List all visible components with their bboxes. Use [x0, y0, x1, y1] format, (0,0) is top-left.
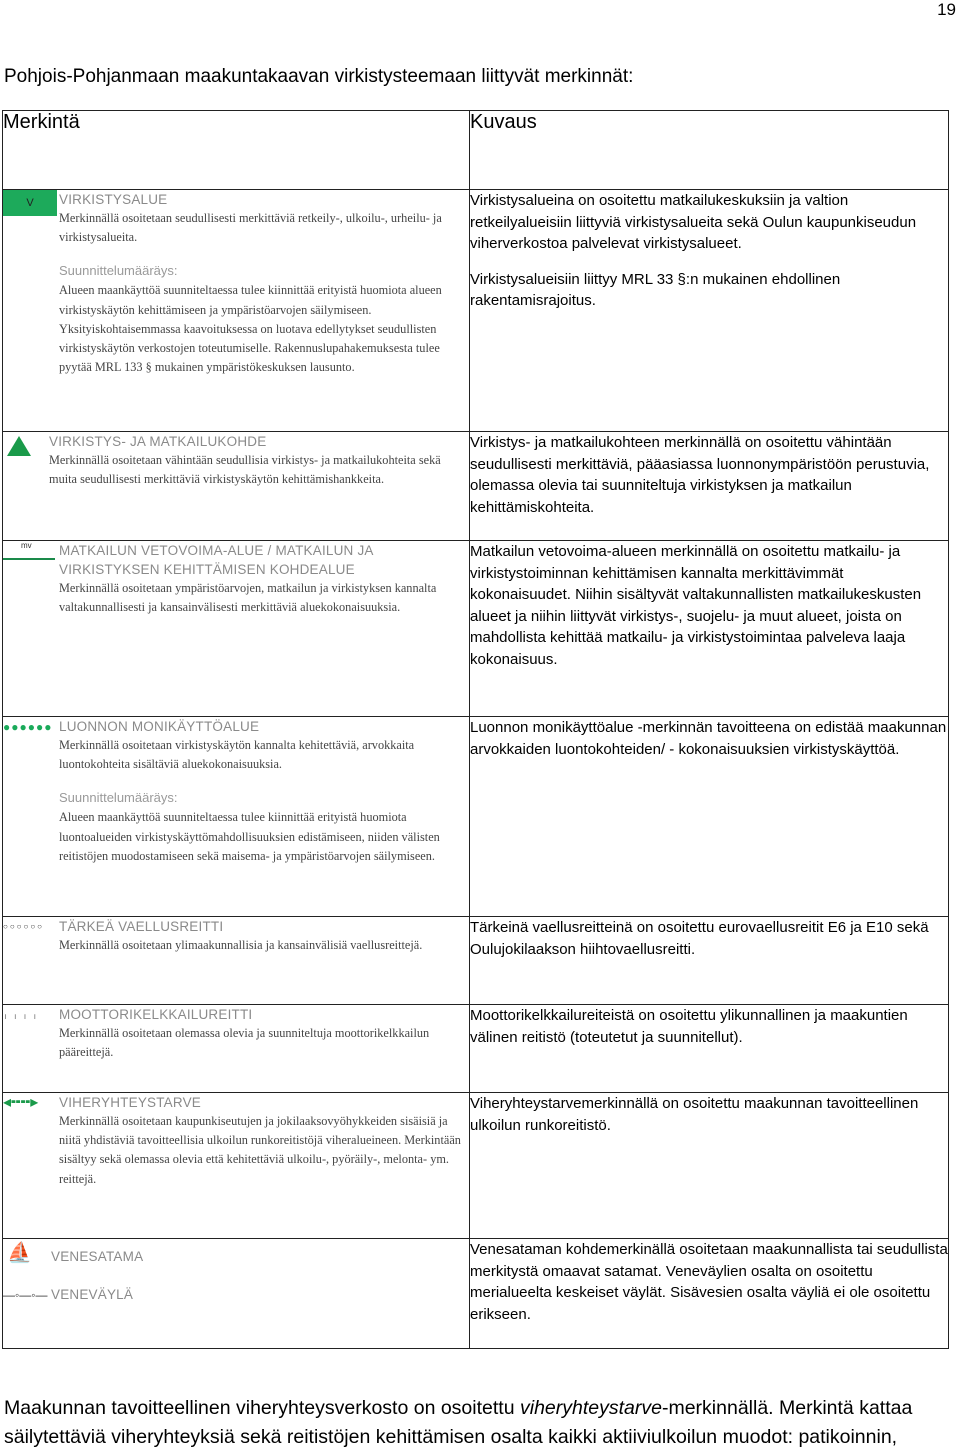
legend-title: LUONNON MONIKÄYTTÖALUE	[59, 719, 260, 734]
description-paragraph: Venesataman kohdemerkinällä osoitetaan maakunnallista tai seudullista merkitystä omaavat satamat. Veneväylien osalta on osoitettu merialueelta keskeiset väylät. Sisävesien osalta väyliä ei ole osoitettu erikseen.	[470, 1241, 948, 1323]
legend-mark-cell	[3, 1093, 470, 1239]
legend-subtext: Alueen maankäyttöä suunniteltaessa tulee kiinnittää erityistä huomiota luontoalueiden virkistyskäyttömahdollisuuksien edistämiseen, niiden välisten reitistöjen muodostamiseen sekä maisema- ja ympäristöarvojen säilymiseen.	[59, 810, 440, 863]
description-cell	[470, 1093, 949, 1239]
legend-title: VIRKISTYSALUE	[59, 192, 168, 207]
legend-title: MOOTTORIKELKKAILUREITTI	[59, 1007, 253, 1022]
table-header-row	[3, 111, 949, 190]
legend-text: Merkinnällä osoitetaan seudullisesti merkittäviä retkeily-, ulkoilu-, urheilu- ja virkistysalueita.	[59, 211, 442, 245]
legend-mark-cell	[3, 717, 470, 917]
legend-title: MATKAILUN VETOVOIMA-ALUE / MATKAILUN JA VIRKISTYKSEN KEHITTÄMISEN KOHDEALUE	[59, 543, 373, 577]
legend-mark-cell	[3, 432, 470, 541]
body-text: -merkinnällä. Merkintä kattaa säilytettäviä viheryhteyksiä sekä reitistöjen kehittämisen osalta kaikki aktiiviulkoilun muodot: patikoinnin,	[4, 1397, 913, 1448]
sailboat-icon: ⛵	[7, 1242, 32, 1264]
table-row	[3, 432, 949, 541]
description-paragraph: Tärkeinä vaellusreitteinä on osoitettu eurovaellusreitit E6 ja E10 sekä Oulujokilaakson hiihtovaellusreitti.	[470, 919, 929, 958]
line-symbol-label: mv	[21, 541, 32, 550]
body-text-italic: viheryhteystarve	[519, 1397, 662, 1419]
description-paragraph: Virkistysalueisiin liittyy MRL 33 §:n mukainen ehdollinen rakentamisrajoitus.	[470, 270, 841, 310]
double-arrow-icon: ◂╍╍▸	[3, 1094, 39, 1111]
legend-mark-cell	[3, 1239, 470, 1349]
description-paragraph: Moottorikelkkailureiteistä on osoitettu ylikunnallinen ja maakuntien välinen reitistö (toteutetut ja suunnitellut).	[470, 1007, 908, 1046]
dotted-line-icon: ●●●●●●	[3, 720, 53, 734]
description-paragraph: Luonnon monikäyttöalue -merkinnän tavoitteena on edistää maakunnan arvokkaiden luontokohteiden/ - kokonaisuuksien virkistyskäyttöä.	[470, 719, 947, 758]
column-header-mark: Merkintä	[3, 111, 470, 190]
boundary-line-icon	[3, 558, 55, 560]
description-cell	[470, 717, 949, 917]
description-cell	[470, 1239, 949, 1349]
legend-text: Merkinnällä osoitetaan ympäristöarvojen, matkailun ja virkistyksen kannalta valtakunnallisesti ja kansainvälisesti merkittäviä aluekokonaisuuksia.	[59, 581, 437, 615]
legend-title: TÄRKEÄ VAELLUSREITTI	[59, 919, 224, 934]
description-cell	[470, 1005, 949, 1093]
description-cell	[470, 917, 949, 1005]
legend-mark-cell	[3, 541, 470, 717]
description-cell	[470, 541, 949, 717]
legend-text: Merkinnällä osoitetaan vähintään seudullisia virkistys- ja matkailukohteita sekä muita seudullisesti merkittäviä virkistyskäytön kehittämishankkeita.	[49, 453, 441, 487]
description-paragraph: Viheryhteystarvemerkinnällä on osoitettu maakunnan tavoitteellinen ulkoilun runkoreitistö.	[470, 1095, 919, 1134]
page-heading: Pohjois-Pohjanmaan maakuntakaavan virkistysteemaan liittyvät merkinnät:	[4, 66, 634, 87]
description-paragraph: Virkistys- ja matkailukohteen merkinnällä on osoitettu vähintään seudullisesti merkittäviä, pääasiassa luonnonympäristöön perustuvia, olemassa olevia tai suunniteltuja virkistyksen ja matkailun kehittämiskohteita.	[470, 434, 930, 516]
recreation-area-symbol-icon: V	[3, 190, 57, 216]
body-paragraph	[4, 1394, 960, 1452]
table-row	[3, 717, 949, 917]
legend-subtext: Alueen maankäyttöä suunniteltaessa tulee kiinnittää erityistä huomiota alueen virkistyskäytön kehittämiseen ja ympäristöarvojen säilymiseen. Yksityiskohtaisemmassa kaavoituksessa on luotava edellytykset seudullisten virkistyskäytön verkostojen toteutumiselle. Rakennuslupahakemuksesta tulee pyytää MRL 133 § mukainen ympäristökeskuksen lausunto.	[59, 283, 442, 375]
table-row	[3, 541, 949, 717]
legend-title: VENESATAMA	[51, 1249, 144, 1264]
legend-subtitle: Suunnittelumääräys:	[59, 790, 178, 806]
legend-text: Merkinnällä osoitetaan virkistyskäytön kannalta kehitettäviä, arvokkaita luontokohteita sisältäviä aluekokonaisuuksia.	[59, 738, 415, 772]
description-paragraph: Virkistysalueina on osoitettu matkailukeskuksiin ja valtion retkeilyalueisiin liittyviä virkistysalueita sekä Oulun kaupunkiseudun viherverkostoa palvelevat virkistysalueet.	[470, 192, 917, 253]
legend-text: Merkinnällä osoitetaan olemassa olevia ja suunniteltuja moottorikelkkailun pääreittejä.	[59, 1026, 430, 1060]
description-cell	[470, 432, 949, 541]
circle-line-icon: ○○○○○○	[3, 922, 44, 931]
legend-title: VIHERYHTEYSTARVE	[59, 1095, 201, 1110]
table-row	[3, 190, 949, 432]
table-row	[3, 1005, 949, 1093]
legend-mark-cell	[3, 917, 470, 1005]
legend-mark-cell	[3, 190, 470, 432]
table-row	[3, 1239, 949, 1349]
table-row	[3, 1093, 949, 1239]
legend-title: VIRKISTYS- JA MATKAILUKOHDE	[49, 434, 267, 449]
triangle-icon	[7, 436, 31, 456]
description-cell	[470, 190, 949, 432]
body-text: Maakunnan tavoitteellinen viheryhteysverkosto on osoitettu	[4, 1397, 520, 1419]
legend-title: VENEVÄYLÄ	[51, 1287, 134, 1302]
description-paragraph: Matkailun vetovoima-alueen merkinnällä on osoitettu matkailu- ja virkistystoiminnan kehittämisen kannalta merkittävimmät kokonaisuudet. Niihin sisältyvät valtakunnallisten matkailukeskusten alueet ja niihin liittyvät virkistys-, suojelu- ja muut alueet, joista on mahdollista kehittää matkailu- ja virkistystoimintaa palveleva laaja kokonaisuus.	[470, 543, 922, 668]
legend-text: Merkinnällä osoitetaan kaupunkiseutujen ja jokilaaksovyöhykkeiden sisäisiä ja niitä yhdistäviä tavoitteellisia ulkoilun runkoreitistöjä viheralueineen. Merkintään sisältyy sekä olemassa olevia että kehitettäviä ulkoilu-, pyöräily-, melonta- ym. reittejä.	[59, 1114, 461, 1186]
tick-line-icon: ╷╷╷╷	[3, 1010, 43, 1019]
legend-mark-cell	[3, 1005, 470, 1093]
legend-text: Merkinnällä osoitetaan ylimaakunnallisia ja kansainvälisiä vaellusreittejä.	[59, 938, 423, 952]
table-row	[3, 917, 949, 1005]
legend-subtitle: Suunnittelumääräys:	[59, 263, 178, 279]
waterway-line-icon: —◦—◦—	[3, 1288, 48, 1302]
legend-table	[2, 110, 949, 1349]
column-header-description: Kuvaus	[470, 111, 949, 190]
page-number: 19	[937, 0, 956, 19]
